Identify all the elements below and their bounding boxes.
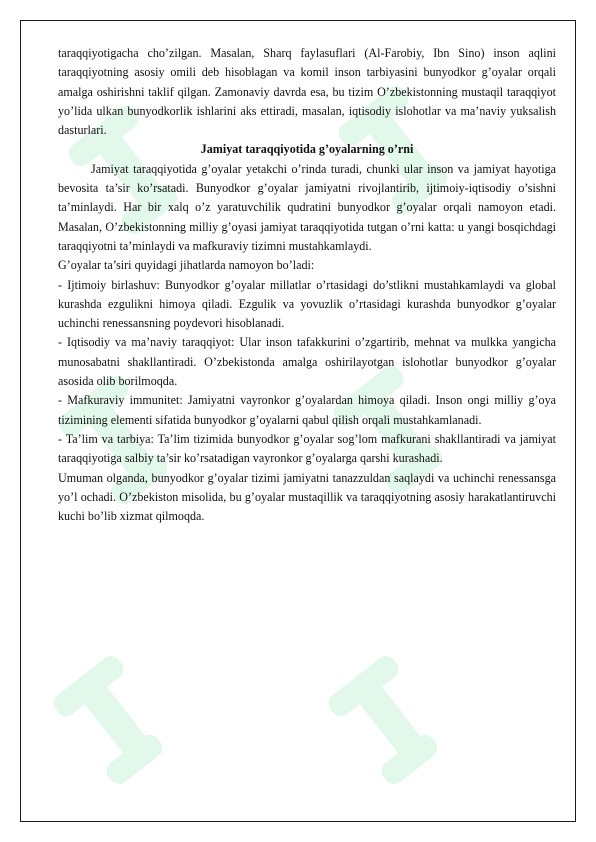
- list-item-education: - Ta’lim va tarbiya: Ta’lim tizimida bunyodkor g’oyalar sog’lom mafkurani shakllantiradi va jamiyat taraqqiyotiga salbiy ta’sir ko’rsatadigan vayronkor g’oyalarga qarshi kurashadi.: [58, 431, 556, 466]
- list-item-social-unity: - Ijtimoiy birlashuv: Bunyodkor g’oyalar millatlar o’rtasidagi do’stlikni mustahkamlaydi va global kurashda ezgulikni himoya qiladi. Ezgulik va yovuzlik o’rtasidagi kurashda bunyodkor g’oyalar uchinchi renessansning poydevori hisoblanadi.: [58, 277, 556, 331]
- list-item-ideological-immunity: - Mafkuraviy immunitet: Jamiyatni vayronkor g’oyalardan himoya qiladi. Inson ongi milliy g’oya tizimining elementi sifatida bunyodkor g’oyalarni qabul qilish orqali mustahkamlanadi.: [58, 393, 556, 427]
- section-heading: Jamiyat taraqqiyotida g’oyalarning o’rni: [200, 142, 414, 157]
- paragraph-role: Jamiyat taraqqiyotida g’oyalar yetakchi o’rinda turadi, chunki ular inson va jamiyat hayotiga bevosita ta’sir ko’rsatadi. Bunyodkor g’oyalar jamiyatni rivojlantirib, ijtimoiy-iqtisodiy o’sishni ta’minlaydi. Har bir xalq o’z yaratuvchilik qudratini bunyodkor g’oyalar orqali namoyon etadi. Masalan, O’zbekistonning milliy g’oyasi jamiyat taraqqiyotida tutgan o’rni katta: u yangi bosqichdagi taraqqiyotni ta’minlaydi va mafkuraviy tizimni mustahkamlaydi.: [58, 161, 556, 253]
- list-item-economic-spiritual: - Iqtisodiy va ma’naviy taraqqiyot: Ular inson tafakkurini o’zgartirib, mehnat va mulkka yangicha munosabatni shakllantiradi. O’zbekistonda amalga oshirilayotgan islohotlar bunyodkor g’oyalar asosida olib borilmoqda.: [58, 335, 556, 389]
- paragraph-aspects-intro: G’oyalar ta’siri quyidagi jihatlarda namoyon bo’ladi:: [58, 258, 315, 273]
- paragraph-conclusion: Umuman olganda, bunyodkor g’oyalar tizimi jamiyatni tanazzuldan saqlaydi va uchinchi renessansga yo’l ochadi. O’zbekiston misolida, bu g’oyalar mustaqillik va taraqqiyotning asosiy harakatlantiruvchi kuchi bo’lib xizmat qilmoqda.: [58, 470, 556, 524]
- document-body: [58, 44, 556, 526]
- paragraph-intro: taraqqiyotigacha cho’zilgan. Masalan, Sharq faylasuflari (Al-Farobiy, Ibn Sino) inson aqlini taraqqiyotning asosiy omili deb hisoblagan va komil inson tarbiyasini bunyodkor g’oyalar orqali amalga oshirishni taklif qilgan. Zamonaviy davrda esa, bu tizim O’zbekistonning mustaqil taraqqiyot yo’lida ulkan bunyodkorlik ishlarini aks ettiradi, masalan, iqtisodiy islohotlar va ma’naviy yuksalish dasturlari.: [58, 46, 556, 138]
